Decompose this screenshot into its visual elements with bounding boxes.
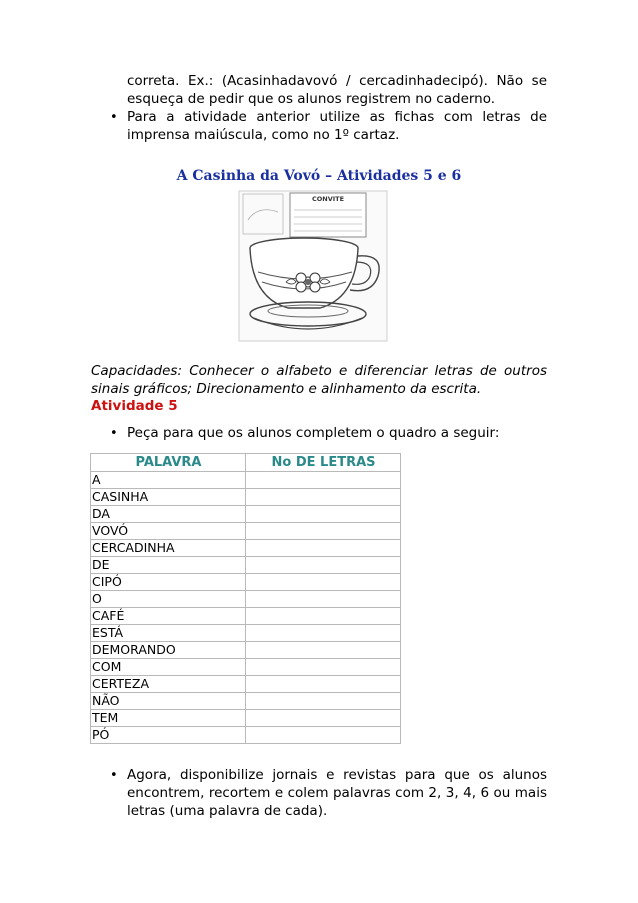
table-header-letras: No DE LETRAS [246,454,401,472]
table-header-palavra: PALAVRA [91,454,246,472]
word-cell: CAFÉ [91,608,246,625]
table-row [91,506,401,523]
bullet-dot: • [110,110,118,125]
table-row [91,472,401,489]
letter-count-cell[interactable] [246,591,401,608]
word-cell: COM [91,659,246,676]
table-row [91,710,401,727]
word-cell: TEM [91,710,246,727]
letter-count-cell[interactable] [246,727,401,744]
instruction-text: Peça para que os alunos completem o quadro a seguir: [127,425,500,441]
letter-count-cell[interactable] [246,710,401,727]
letter-count-cell[interactable] [246,608,401,625]
word-cell: DE [91,557,246,574]
letter-count-cell[interactable] [246,676,401,693]
word-cell: ESTÁ [91,625,246,642]
final-line-2: encontrem, recortem e colem palavras com 2, 3, 4, 6 ou mais [127,785,547,801]
letter-count-cell[interactable] [246,625,401,642]
table-row [91,574,401,591]
section-title: A Casinha da Vovó – Atividades 5 e 6 [176,168,462,184]
word-cell: PÓ [91,727,246,744]
intro-bullet-line-2: imprensa maiúscula, como no 1º cartaz. [127,127,400,143]
intro-line-1: correta. Ex.: (Acasinhadavovó / cercadinhadecipó). Não se [127,73,547,89]
letter-count-cell[interactable] [246,557,401,574]
table-row [91,557,401,574]
letter-count-cell[interactable] [246,540,401,557]
table-row [91,625,401,642]
bullet-dot: • [110,768,118,783]
word-cell: CERCADINHA [91,540,246,557]
table-row [91,540,401,557]
letter-count-cell[interactable] [246,659,401,676]
teacup-with-invitation-illustration [238,190,388,342]
word-cell: CIPÓ [91,574,246,591]
final-line-1: Agora, disponibilize jornais e revistas para que os alunos [127,767,547,783]
table-row [91,523,401,540]
table-row [91,727,401,744]
card-title: CONVITE [311,195,345,203]
table-row [91,489,401,506]
table-row [91,693,401,710]
letter-count-cell[interactable] [246,523,401,540]
word-cell: A [91,472,246,489]
table-row [91,659,401,676]
letter-count-cell[interactable] [246,693,401,710]
intro-bullet-line-1: Para a atividade anterior utilize as fichas com letras de [127,109,547,125]
word-cell: DEMORANDO [91,642,246,659]
word-cell: CERTEZA [91,676,246,693]
table-row [91,642,401,659]
table-row [91,608,401,625]
word-cell: VOVÓ [91,523,246,540]
table-row [91,591,401,608]
bullet-dot: • [110,426,118,441]
capacidades-text: Capacidades: Conhecer o alfabeto e diferenciar letras de outros sinais gráficos; Direcionamento e alinhamento da escrita. [91,363,547,397]
intro-line-2: esqueça de pedir que os alunos registrem no caderno. [127,91,496,107]
letter-count-cell[interactable] [246,642,401,659]
word-cell: CASINHA [91,489,246,506]
words-table [90,453,401,744]
word-cell: DA [91,506,246,523]
word-cell: O [91,591,246,608]
table-body [91,472,401,744]
atividade-heading: Atividade 5 [91,398,178,414]
letter-count-cell[interactable] [246,506,401,523]
letter-count-cell[interactable] [246,489,401,506]
final-line-3: letras (uma palavra de cada). [127,803,328,819]
word-cell: NÃO [91,693,246,710]
letter-count-cell[interactable] [246,574,401,591]
table-row [91,676,401,693]
letter-count-cell[interactable] [246,472,401,489]
